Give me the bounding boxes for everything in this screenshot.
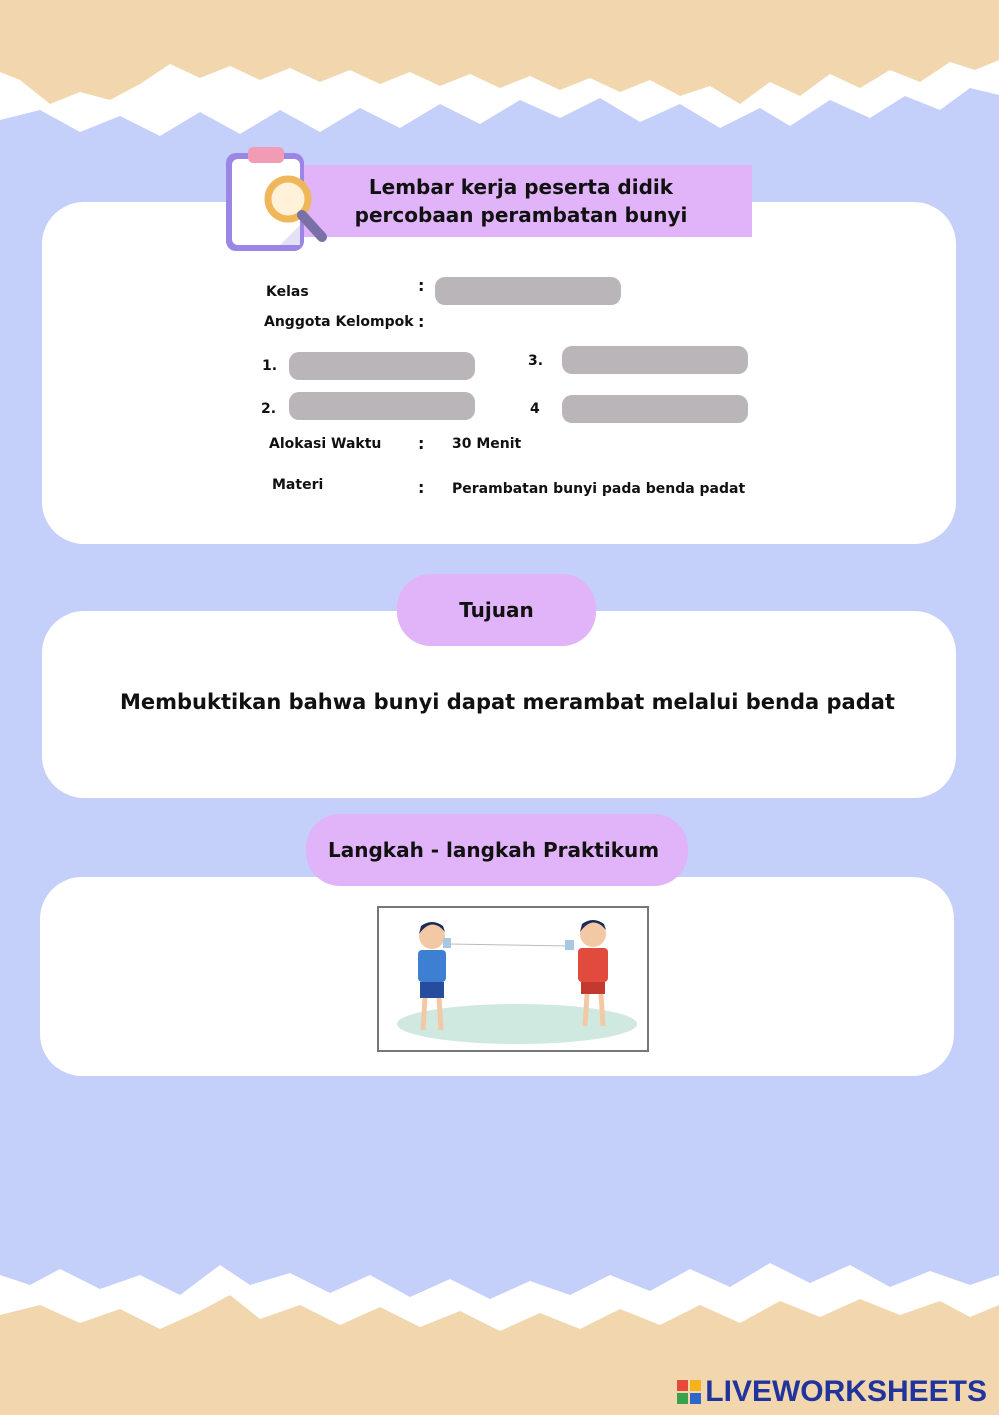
materi-value: Perambatan bunyi pada benda padat: [452, 481, 746, 497]
tujuan-heading-text: Tujuan: [459, 598, 534, 622]
member-3-input[interactable]: [562, 346, 748, 374]
tujuan-heading: [397, 574, 596, 646]
member-4-input[interactable]: [562, 395, 748, 423]
kelas-input[interactable]: [435, 277, 621, 305]
tin-can-telephone-illustration: [377, 906, 649, 1052]
alokasi-value: 30 Menit: [452, 436, 522, 452]
liveworksheets-brand-text: LIVEWORKSHEETS: [705, 1375, 987, 1408]
langkah-heading: [306, 814, 688, 886]
member-1-input[interactable]: [289, 352, 475, 380]
member-3-label: 3.: [528, 353, 544, 369]
member-4-label: 4: [530, 401, 540, 417]
torn-paper-top: [0, 0, 999, 150]
clipboard-magnifier-icon: [218, 145, 336, 260]
title-line-2: percobaan perambatan bunyi: [354, 203, 688, 227]
member-1-label: 1.: [262, 358, 278, 374]
alokasi-label: Alokasi Waktu: [269, 436, 382, 452]
langkah-heading-text: Langkah - langkah Praktikum: [328, 838, 660, 862]
materi-colon: :: [418, 478, 425, 497]
goal-text: Membuktikan bahwa bunyi dapat merambat melalui benda padat: [120, 690, 895, 714]
title-line-1: Lembar kerja peserta didik: [368, 175, 674, 199]
kelas-colon: :: [418, 276, 425, 295]
member-2-input[interactable]: [289, 392, 475, 420]
alokasi-colon: :: [418, 434, 425, 453]
kelas-label: Kelas: [266, 284, 309, 300]
anggota-label: Anggota Kelompok: [264, 314, 414, 330]
anggota-colon: :: [418, 312, 425, 331]
liveworksheets-logo-icon: [677, 1380, 701, 1404]
liveworksheets-brand: [677, 1375, 987, 1409]
materi-label: Materi: [272, 477, 324, 493]
worksheet-title: [290, 165, 752, 237]
member-2-label: 2.: [261, 401, 277, 417]
